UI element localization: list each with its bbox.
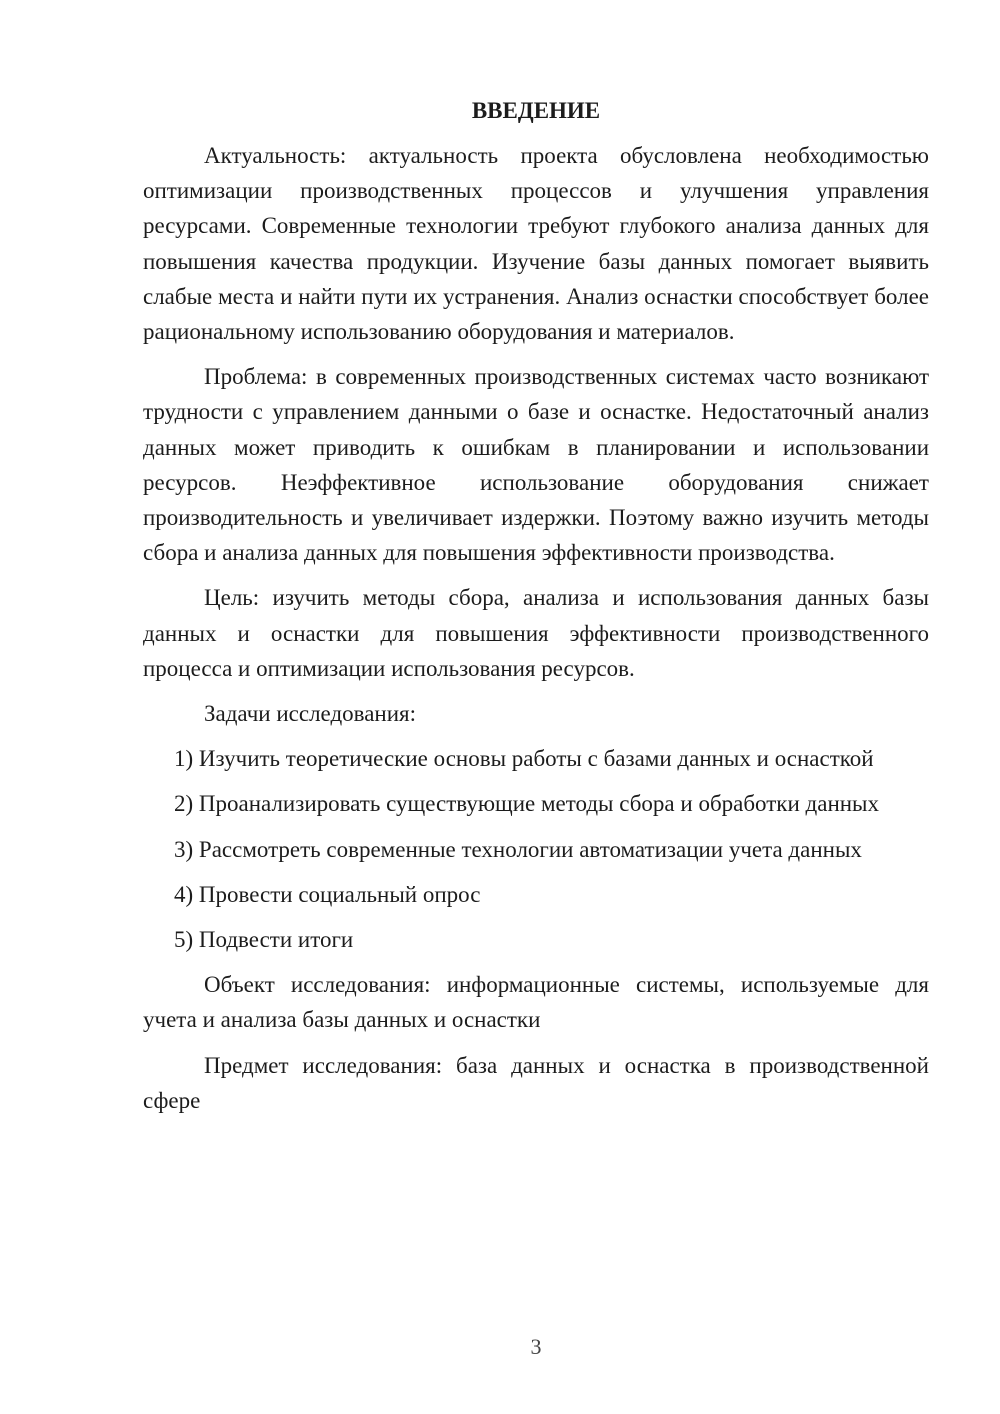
task-item: 5) Подвести итоги	[174, 927, 354, 953]
page-number: 3	[530, 1334, 542, 1359]
task-item: 3) Рассмотреть современные технологии автоматизации учета данных	[174, 836, 862, 862]
goal-paragraph: Цель: изучить методы сбора, анализа и использования данных базы данных и оснастки для повышения эффективности производственного процесса и оптимизации использования ресурсов.	[143, 585, 929, 681]
object-paragraph: Объект исследования: информационные системы, используемые для учета и анализа базы данных и оснастки	[143, 972, 929, 1033]
page-content	[143, 96, 929, 1128]
problem-paragraph: Проблема: в современных производственных системах часто возникают трудности с управлением данными о базе и оснастке. Недостаточный анализ данных может приводить к ошибкам в планировании и использовании ресурсов. Неэффективное использование оборудования снижает производительность и увеличивает издержки. Поэтому важно изучить методы сбора и анализа данных для повышения эффективности производства.	[143, 364, 929, 566]
subject-paragraph: Предмет исследования: база данных и оснастка в производственной сфере	[143, 1052, 929, 1113]
tasks-heading: Задачи исследования:	[204, 701, 417, 727]
task-item: 4) Провести социальный опрос	[174, 881, 481, 907]
relevance-paragraph: Актуальность: актуальность проекта обусловлена необходимостью оптимизации производственных процессов и улучшения управления ресурсами. Современные технологии требуют глубокого анализа данных для повышения качества продукции. Изучение базы данных помогает выявить слабые места и найти пути их устранения. Анализ оснастки способствует более рациональному использованию оборудования и материалов.	[143, 143, 929, 345]
task-item: 1) Изучить теоретические основы работы с базами данных и оснасткой	[174, 746, 874, 772]
task-item: 2) Проанализировать существующие методы сбора и обработки данных	[174, 791, 880, 817]
page-title: ВВЕДЕНИЕ	[471, 98, 601, 123]
